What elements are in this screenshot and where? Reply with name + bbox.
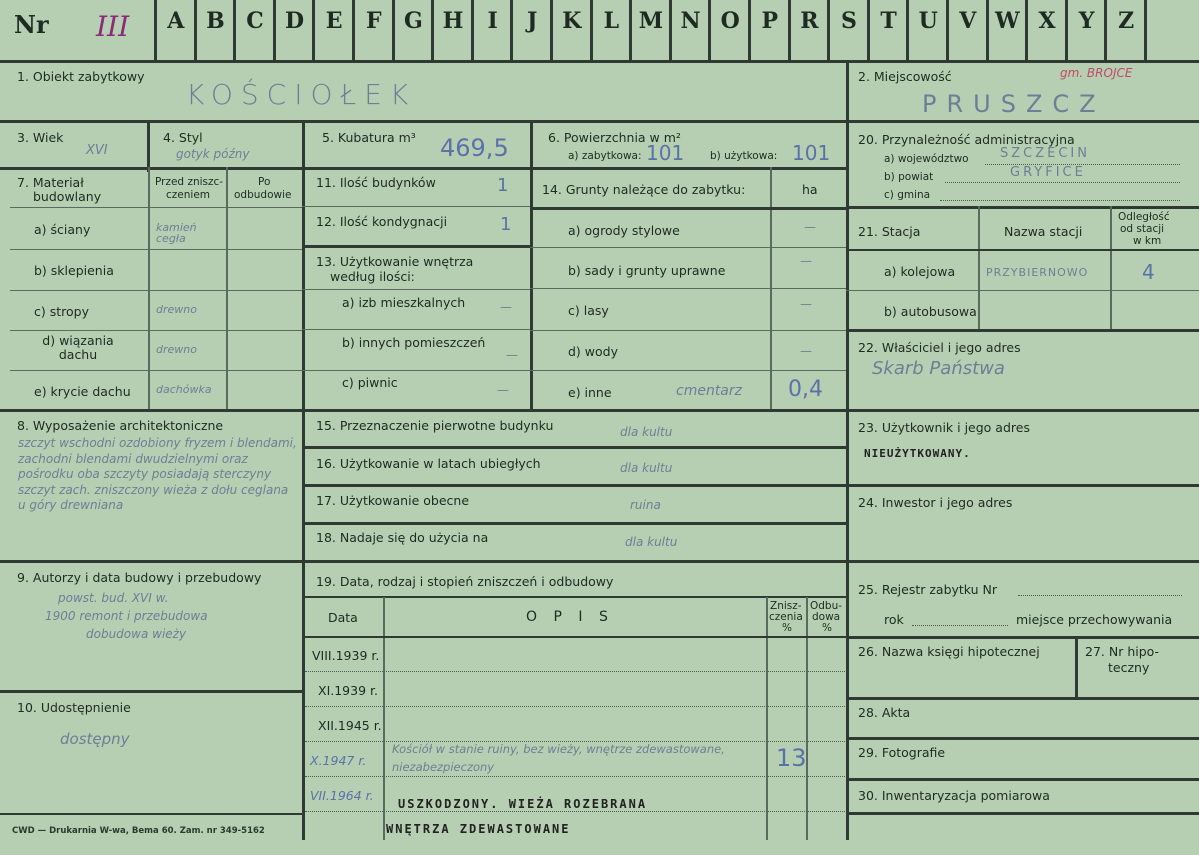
letter-t: T [880,8,897,34]
field-6-b-label: b) użytkowa: [710,150,778,162]
field-7-row-before: drewno [156,343,197,356]
field-2-value: PRUSZCZ [922,90,1106,118]
field-19-row-5-desc: USZKODZONY. WIEŻA ROZEBRANA [398,797,648,811]
field-12-value: 1 [500,214,512,235]
letter-r: R [800,8,819,34]
letter-k: K [562,8,582,34]
field-21-a-dist: 4 [1142,260,1155,284]
field-7-row-label: a) ściany [34,222,91,237]
field-19-label: 19. Data, rodzaj i stopień zniszczeń i odbudowy [316,574,614,589]
field-18-value: dla kultu [625,535,678,549]
field-13-c-value: — [497,383,509,397]
field-20-a-value: SZCZECIN [1000,146,1090,161]
field-18-label: 18. Nadaje się do użycia na [316,530,489,545]
field-28-label: 28. Akta [858,705,911,720]
field-25-label: 25. Rejestr zabytku Nr [858,582,998,597]
field-23-value: NIEUŻYTKOWANY. [864,447,971,460]
field-17-label: 17. Użytkowanie obecne [316,493,470,508]
field-14-c: c) lasy [568,303,609,318]
field-19-col-destr-2: czenia [769,611,803,623]
field-14-e-value: 0,4 [788,377,823,402]
field-21-col-dist-3: w km [1133,235,1162,247]
field-14-c-value: — [800,297,812,311]
field-19-row-date: VII.1964 r. [310,788,374,803]
field-7-row-before: dachówka [156,383,212,396]
field-24-label: 24. Inwestor i jego adres [858,495,1013,510]
field-21-b-label: b) autobusowa [884,304,977,319]
field-14-b: b) sady i grunty uprawne [568,263,726,278]
field-19-row-4-desc: Kościół w stanie ruiny, bez wieży, wnętrze zdewastowane, niezabezpieczony [392,742,725,774]
field-9-value-3: dobudowa wieży [86,627,187,641]
field-30-label: 30. Inwentaryzacja pomiarowa [858,788,1050,803]
letter-m: M [638,8,664,34]
field-6-a-label: a) zabytkowa: [568,150,642,162]
field-23-label: 23. Użytkownik i jego adres [858,420,1030,435]
field-20-c-label: c) gmina [884,189,931,201]
field-19-row-date: XII.1945 r. [318,718,382,733]
field-19-col-desc: O P I S [526,609,614,625]
letter-c: C [246,8,264,34]
field-16-label: 16. Użytkowanie w latach ubiegłych [316,456,541,471]
field-2-note: gm. BROJCE [1060,66,1133,80]
field-13-a-value: — [500,300,512,314]
field-19-extra: WNĘTRZA ZDEWASTOWANE [386,822,571,836]
field-29-label: 29. Fotografie [858,745,946,760]
field-27-label-2: teczny [1108,660,1150,675]
field-13-label-2: według ilości: [330,269,415,284]
field-10-value: dostępny [60,730,130,748]
field-4-label: 4. Styl [163,130,203,145]
letter-a: A [167,8,185,34]
field-14-label: 14. Grunty należące do zabytku: [542,182,746,197]
letter-h: H [442,8,464,34]
field-19-row-date: VIII.1939 r. [312,648,380,663]
letter-n: N [680,8,701,34]
field-3-value: XVI [86,143,108,158]
field-7-row-label: e) krycie dachu [34,384,131,399]
field-3-label: 3. Wiek [17,130,64,145]
letter-x: X [1038,8,1056,34]
field-2-label: 2. Miejscowość [858,69,952,84]
field-7-col-after-2: odbudowie [234,189,292,201]
field-25-miejsce: miejsce przechowywania [1016,612,1173,627]
field-19-row-date: XI.1939 r. [318,683,378,698]
field-8-value: szczyt wschodni ozdobiony fryzem i blendami, zachodni blendami dwudzielnymi oraz pośrodku oba szczyty posiadają sterczyny szczyt zach. zniszczony wieża z dołu ceglana u góry drewniana [18,436,297,512]
field-21-col-dist-2: od stacji [1120,223,1165,235]
field-15-value: dla kultu [620,425,673,439]
field-14-a-value: — [804,220,816,234]
field-22-value: Skarb Państwa [872,358,1005,379]
letter-z: Z [1118,8,1135,34]
letter-v: V [959,8,977,34]
field-13-c: c) piwnic [342,375,398,390]
field-19-col-date: Data [328,610,358,625]
field-20-b-value: GRYFICE [1010,165,1086,180]
field-7-row-label: b) sklepienia [34,263,114,278]
field-19-col-rebuild-3: % [822,622,832,634]
field-21-col-name: Nazwa stacji [1004,224,1083,239]
field-5-value: 469,5 [440,134,509,162]
field-6-label: 6. Powierzchnia w m² [548,130,681,145]
field-20-b-label: b) powiat [884,171,934,183]
field-19-col-rebuild-2: dowa [812,611,841,623]
field-25-rok: rok [884,612,904,627]
field-7-row-label: c) stropy [34,304,89,319]
letter-b: B [206,8,225,34]
field-13-b-value: — [506,348,518,362]
letter-e: E [325,8,343,34]
field-19-col-rebuild: Odbu- [810,600,843,612]
field-20-a-label: a) województwo [884,153,969,165]
field-6-a-value: 101 [646,141,685,165]
field-26-label: 26. Nazwa księgi hipotecznej [858,644,1040,659]
letter-p: P [761,8,779,34]
field-7-col-before-2: czeniem [166,189,211,201]
field-9-label: 9. Autorzy i data budowy i przebudowy [17,570,262,585]
field-27-label: 27. Nr hipo- [1085,644,1160,659]
field-11-value: 1 [497,175,509,196]
letter-u: U [918,8,938,34]
field-22-label: 22. Właściciel i jego adres [858,340,1021,355]
field-7-row-before: kamień cegła [156,221,197,245]
field-14-e: e) inne [568,385,612,400]
field-21-a-name: PRZYBIERNOWO [986,266,1089,279]
field-19-row-date: X.1947 r. [310,753,367,768]
field-13-a: a) izb mieszkalnych [342,295,466,310]
printer-imprint: CWD — Drukarnia W-wa, Bema 60. Zam. nr 349-5162 [12,826,265,836]
field-7-col-before: Przed zniszc- [155,176,224,188]
field-12-label: 12. Ilość kondygnacji [316,214,448,229]
field-6-b-value: 101 [792,141,831,165]
field-13-label: 13. Użytkowanie wnętrza [316,254,474,269]
field-8-label: 8. Wyposażenie architektoniczne [17,418,224,433]
field-9-value-1: powst. bud. XVI w. [58,591,169,605]
field-19-col-destr: Znisz- [770,600,802,612]
letter-f: F [365,8,382,34]
field-14-d-value: — [800,344,812,358]
letter-o: O [720,8,740,34]
letter-j: J [526,8,538,34]
field-15-label: 15. Przeznaczenie pierwotne budynku [316,418,554,433]
field-9-value-2: 1900 remont i przebudowa [45,609,208,623]
field-19-col-destr-3: % [782,622,792,634]
field-13-b: b) innych pomieszczeń [342,335,486,350]
field-14-e-note: cmentarz [676,383,742,399]
letter-i: I [487,8,498,34]
field-1-label: 1. Obiekt zabytkowy [17,69,145,84]
letter-w: W [995,8,1020,34]
field-14-unit: ha [802,182,818,197]
field-19-row-4-pct: 13 [776,744,807,772]
field-1-value: KOŚCIOŁEK [186,78,417,111]
letter-d: D [285,8,305,34]
field-21-label: 21. Stacja [858,224,921,239]
field-20-label: 20. Przynależność administracyjna [858,132,1075,147]
nr-label: Nr [14,10,49,39]
field-5-label: 5. Kubatura m³ [322,130,416,145]
field-14-a: a) ogrody stylowe [568,223,680,238]
letter-l: L [603,8,620,34]
field-17-value: ruina [630,498,661,512]
field-7-col-after: Po [258,176,271,188]
field-7-row-label: d) wiązania dachu [42,333,114,362]
field-7-row-before: drewno [156,303,197,316]
field-10-label: 10. Udostępnienie [17,700,131,715]
field-14-b-value: — [800,254,812,268]
letter-g: G [403,8,423,34]
letter-y: Y [1078,8,1095,34]
field-21-col-dist: Odległość [1118,211,1170,223]
field-21-a-label: a) kolejowa [884,264,956,279]
field-16-value: dla kultu [620,461,673,475]
field-11-label: 11. Ilość budynków [316,175,436,190]
field-7-label-2: budowlany [33,189,102,204]
field-7-label: 7. Materiał [17,175,84,190]
field-4-value: gotyk późny [176,147,250,161]
field-14-d: d) wody [568,344,618,359]
nr-value: III [96,10,130,43]
letter-s: S [841,8,857,34]
